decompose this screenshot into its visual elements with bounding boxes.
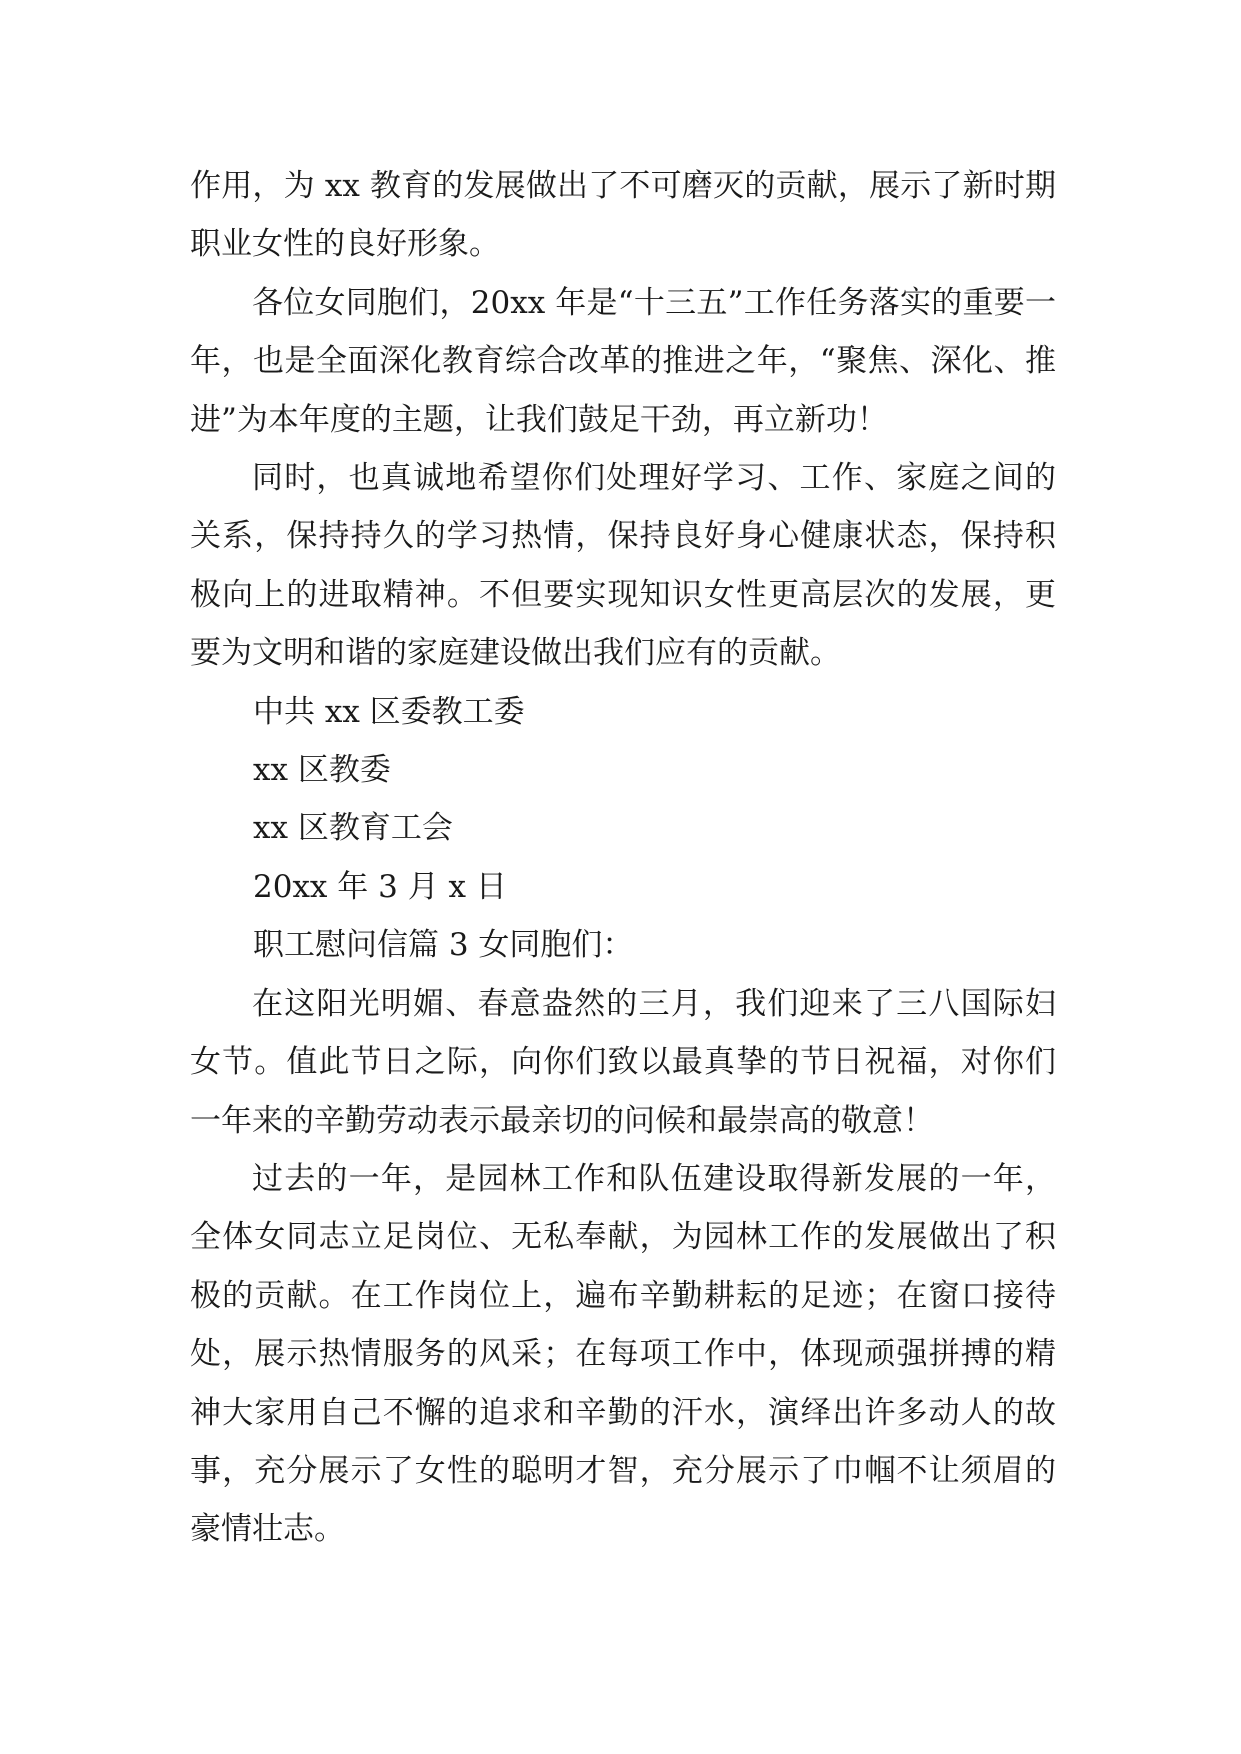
signature-org-2: xx 区教委 bbox=[253, 752, 391, 789]
signature-date: 20xx 年 3 月 x 日 bbox=[253, 868, 507, 905]
letter-3-paragraph-review: 过去的一年，是园林工作和队伍建设取得新发展的一年，全体女同志立足岗位、无私奉献，为园林工作的发展做出了积极的贡献。在工作岗位上，遍布辛勤耕耘的足迹；在窗口接待处，展示热情服务的风采；在每项工作中，体现顽强拼搏的精神大家用自己不懈的追求和辛勤的汗水，演绎出许多动人的故事，充分展示了女性的聪明才智，充分展示了巾帼不让须眉的豪情壮志。 bbox=[190, 1160, 1056, 1548]
signature-org-3: xx 区教育工会 bbox=[253, 810, 453, 847]
paragraph-wishes: 同时，也真诚地希望你们处理好学习、工作、家庭之间的关系，保持持久的学习热情，保持良好身心健康状态，保持积极向上的进取精神。不但要实现知识女性更高层次的发展，更要为文明和谐的家庭建设做出我们应有的贡献。 bbox=[190, 460, 1056, 672]
letter-3-paragraph-greeting: 在这阳光明媚、春意盎然的三月，我们迎来了三八国际妇女节。值此节日之际，向你们致以最真挚的节日祝福，对你们一年来的辛勤劳动表示最亲切的问候和最崇高的敬意！ bbox=[190, 985, 1056, 1139]
letter-body bbox=[190, 157, 1056, 1559]
letter-3-heading: 职工慰问信篇 3 女同胞们： bbox=[253, 927, 634, 964]
signature-org-1: 中共 xx 区委教工委 bbox=[253, 693, 525, 730]
paragraph-continuation: 作用，为 xx 教育的发展做出了不可磨灭的贡献，展示了新时期职业女性的良好形象。 bbox=[190, 168, 1056, 263]
paragraph-theme: 各位女同胞们，20xx 年是“十三五”工作任务落实的重要一年，也是全面深化教育综合改革的推进之年，“聚焦、深化、推进”为本年度的主题，让我们鼓足干劲，再立新功！ bbox=[190, 284, 1056, 438]
